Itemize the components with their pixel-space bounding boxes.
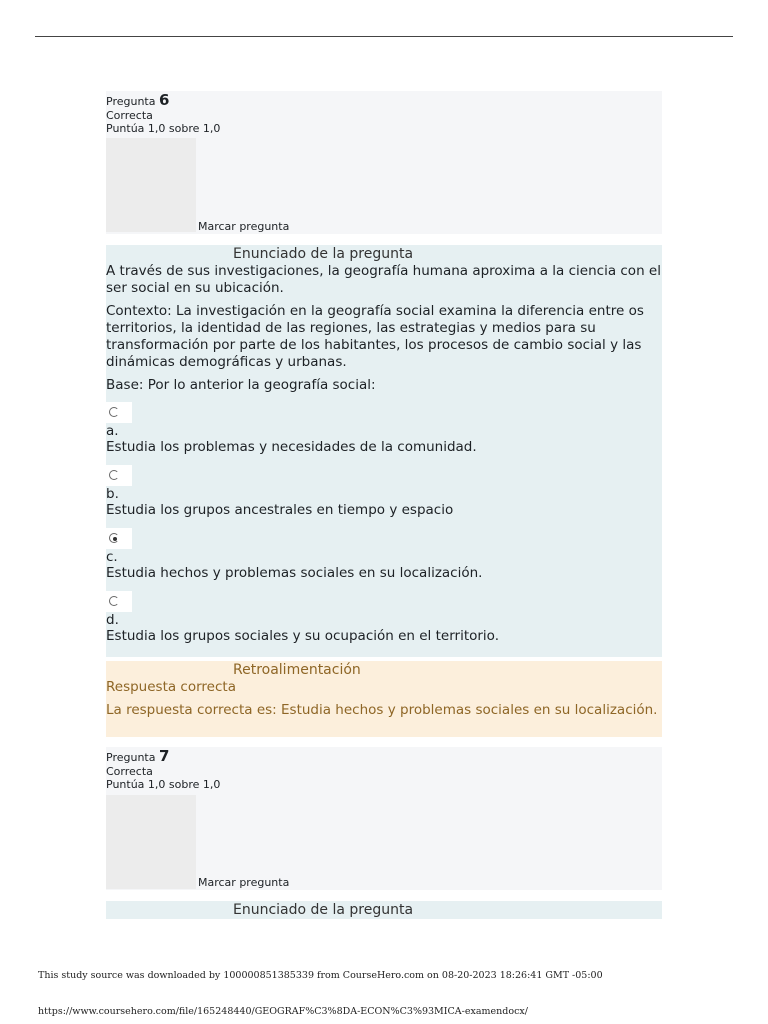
question-base: Base: Por lo anterior la geografía social: <box>106 377 376 393</box>
question-6-thumbnail <box>106 138 196 232</box>
option-text: Estudia hechos y problemas sociales en su localización. <box>106 565 483 581</box>
radio-unchecked-icon <box>109 407 119 417</box>
question-intro: A través de sus investigaciones, la geografía humana aproxima a la ciencia con el ser social en su ubicación. <box>106 263 661 296</box>
option-a-radio[interactable] <box>106 402 132 423</box>
question-7-meta <box>106 747 662 792</box>
statement-header: Enunciado de la pregunta <box>233 246 414 262</box>
question-number: 6 <box>158 91 170 109</box>
option-letter: c. <box>106 549 118 565</box>
answer-options <box>106 402 662 645</box>
option-text: Estudia los grupos sociales y su ocupación en el territorio. <box>106 628 499 644</box>
question-score: Puntúa 1,0 sobre 1,0 <box>106 778 221 791</box>
radio-unchecked-icon <box>109 470 119 480</box>
download-note: This study source was downloaded by 100000851385339 from CourseHero.com on 08-20-2023 18:26:41 GMT -05:00 <box>38 970 603 981</box>
question-label: Pregunta <box>106 95 156 108</box>
top-divider <box>35 36 733 37</box>
question-score: Puntúa 1,0 sobre 1,0 <box>106 122 221 135</box>
question-7-thumbnail <box>106 795 196 889</box>
source-url[interactable]: https://www.coursehero.com/file/165248440/GEOGRAF%C3%8DA-ECON%C3%93MICA-examendocx/ <box>38 1006 528 1017</box>
question-7-info <box>106 747 662 890</box>
option-c-radio[interactable] <box>106 528 132 549</box>
option-b-radio[interactable] <box>106 465 132 486</box>
feedback-header: Retroalimentación <box>233 662 361 678</box>
question-6-heading <box>106 91 662 109</box>
question-context: Contexto: La investigación en la geografía social examina la diferencia entre os territorios, la identidad de las regiones, las estrategias y medios para su transformación por parte de los habitantes, los procesos de cambio social y las dinámicas demográficas y urbanas. <box>106 303 644 370</box>
feedback-result: Respuesta correcta <box>106 679 236 695</box>
option-text: Estudia los grupos ancestrales en tiempo y espacio <box>106 502 454 518</box>
feedback-answer: La respuesta correcta es: Estudia hechos y problemas sociales en su localización. <box>106 702 658 718</box>
question-6-info <box>106 91 662 234</box>
question-7-heading <box>106 747 662 765</box>
question-status: Correcta <box>106 764 153 778</box>
option-d-radio[interactable] <box>106 591 132 612</box>
option-letter: b. <box>106 486 119 502</box>
option-letter: d. <box>106 612 119 628</box>
question-number: 7 <box>158 747 170 765</box>
question-status: Correcta <box>106 108 153 122</box>
question-6-content <box>106 245 662 657</box>
flag-question-7-button[interactable]: Marcar pregunta <box>198 876 290 889</box>
radio-dot <box>113 537 117 541</box>
option-text: Estudia los problemas y necesidades de la comunidad. <box>106 439 477 455</box>
statement-header: Enunciado de la pregunta <box>233 902 414 918</box>
radio-unchecked-icon <box>109 596 119 606</box>
option-a[interactable] <box>106 402 662 456</box>
option-d[interactable] <box>106 591 662 645</box>
option-b[interactable] <box>106 465 662 519</box>
question-6-feedback <box>106 661 662 737</box>
option-c[interactable] <box>106 528 662 582</box>
option-letter: a. <box>106 423 119 439</box>
question-6-meta <box>106 91 662 136</box>
question-7-content <box>106 901 662 919</box>
flag-question-6-button[interactable]: Marcar pregunta <box>198 220 290 233</box>
question-label: Pregunta <box>106 751 156 764</box>
